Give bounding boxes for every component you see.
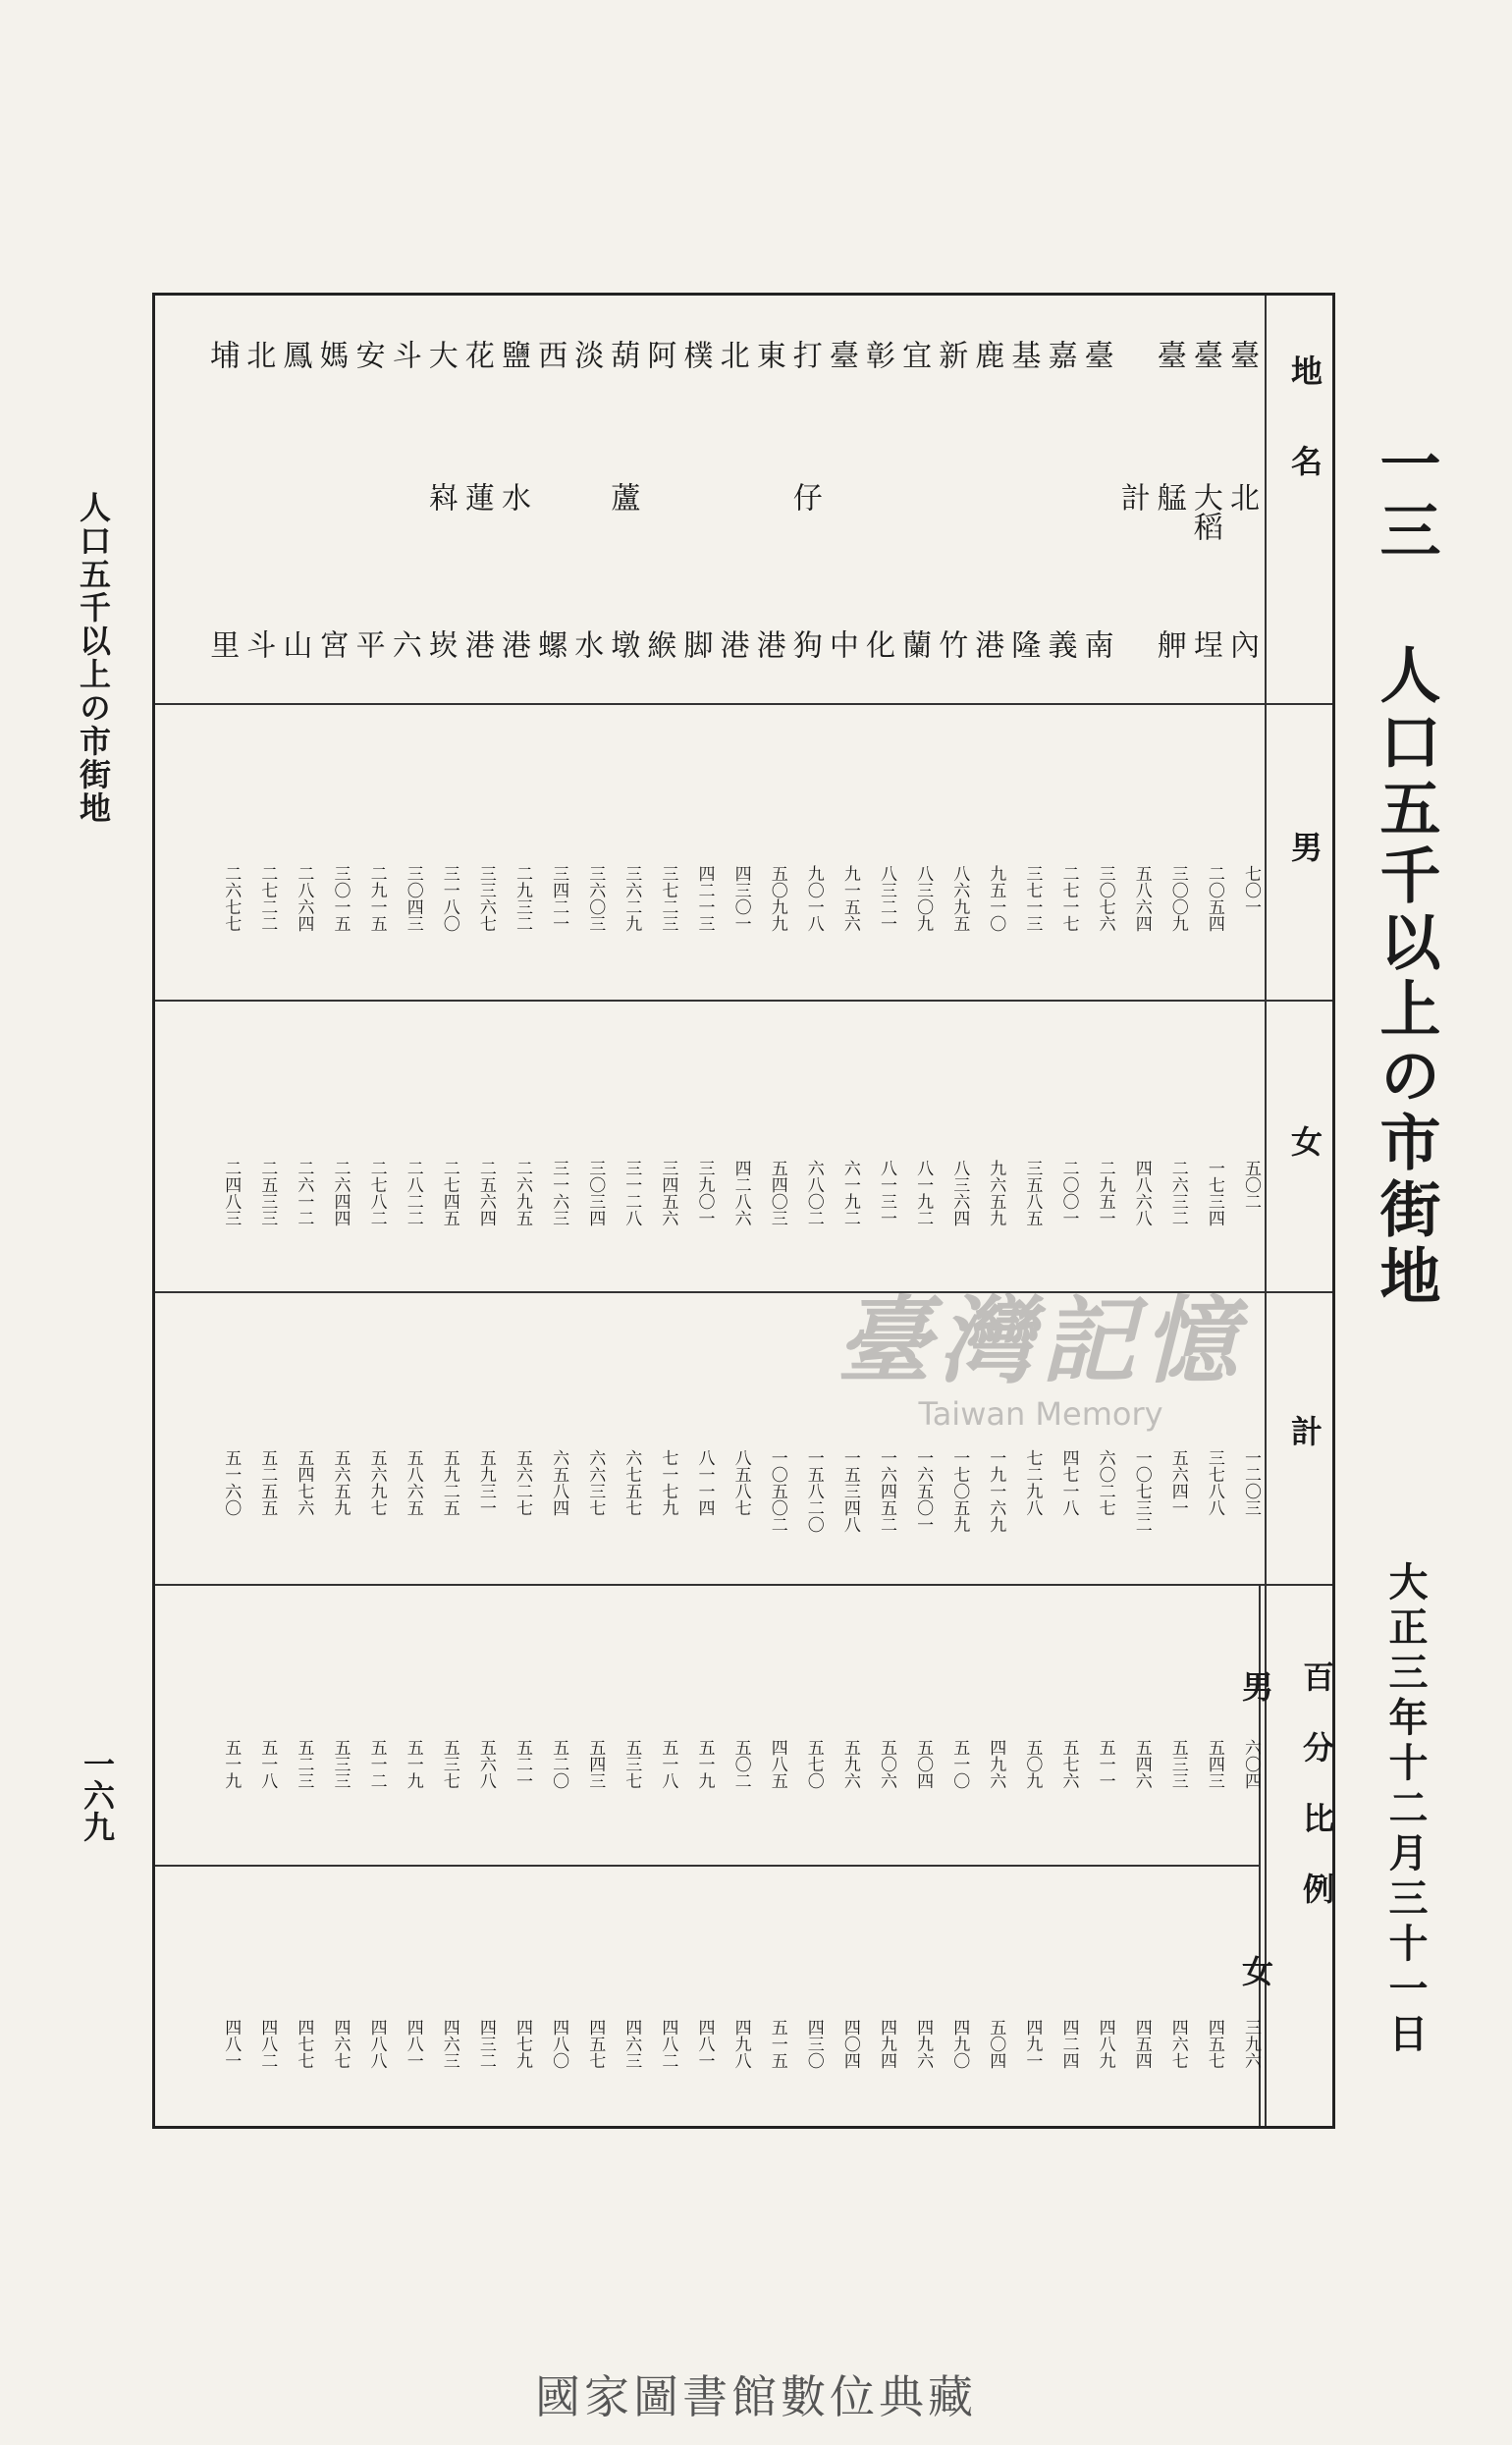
watermark-chinese: 臺灣記憶 bbox=[837, 1285, 1245, 1396]
male-value: 四三〇一 bbox=[730, 865, 751, 932]
total-value: 一二〇三 bbox=[1241, 1449, 1261, 1516]
total-value: 一七〇五九 bbox=[949, 1449, 970, 1533]
divider-male-female bbox=[155, 1000, 1332, 1002]
ratio-female-value: 四八二 bbox=[658, 2019, 678, 2069]
total-value: 七二九八 bbox=[1022, 1449, 1043, 1516]
total-value: 五四七六 bbox=[294, 1449, 314, 1516]
ratio-male-value: 五七六 bbox=[1058, 1739, 1079, 1789]
place-name-bot: 中 bbox=[823, 629, 858, 659]
population-table bbox=[152, 293, 1335, 2129]
place-name-mid: 仔 bbox=[786, 482, 822, 512]
male-value: 九五一〇 bbox=[986, 865, 1006, 932]
place-name-bot: 舺 bbox=[1151, 629, 1186, 659]
female-value: 六八〇二 bbox=[803, 1160, 824, 1226]
place-name-bot: 埕 bbox=[1187, 629, 1222, 659]
total-value: 五九二五 bbox=[439, 1449, 459, 1516]
place-name-top: 臺 bbox=[1224, 340, 1259, 369]
table-date: 大正三年十二月三十一日 bbox=[1382, 1561, 1429, 2058]
female-value: 二五六四 bbox=[475, 1160, 496, 1226]
place-name-top: 斗 bbox=[386, 340, 421, 369]
place-name-top: 臺 bbox=[823, 340, 858, 369]
male-value: 二〇五四 bbox=[1204, 865, 1224, 932]
place-name-bot: 港 bbox=[969, 629, 1004, 659]
male-value: 二六七七 bbox=[221, 865, 242, 932]
ratio-male-value: 五〇二 bbox=[730, 1739, 751, 1789]
ratio-female-value: 四三〇 bbox=[803, 2019, 824, 2069]
total-value: 八五八七 bbox=[730, 1449, 751, 1516]
female-value: 一七三四 bbox=[1204, 1160, 1224, 1226]
male-value: 二八六四 bbox=[294, 865, 314, 932]
ratio-male-value: 四八五 bbox=[767, 1739, 787, 1789]
ratio-female-value: 五一五 bbox=[767, 2019, 787, 2069]
ratio-female-value: 四八〇 bbox=[549, 2019, 569, 2069]
total-value: 五八六五 bbox=[403, 1449, 423, 1516]
page-number: 一六九 bbox=[79, 1748, 116, 1842]
total-value: 五六五九 bbox=[330, 1449, 351, 1516]
female-value: 五〇二 bbox=[1241, 1160, 1261, 1210]
female-value: 二七四五 bbox=[439, 1160, 459, 1226]
ratio-female-value: 四二四 bbox=[1058, 2019, 1079, 2069]
total-value: 七一七九 bbox=[658, 1449, 678, 1516]
place-name-bot: 脚 bbox=[677, 629, 713, 659]
place-name-bot: 內 bbox=[1224, 629, 1259, 659]
place-name-top: 臺 bbox=[1187, 340, 1222, 369]
place-name-top: 大 bbox=[422, 340, 458, 369]
male-value: 三〇一五 bbox=[330, 865, 351, 932]
male-value: 三六〇三 bbox=[585, 865, 606, 932]
total-value: 五六四一 bbox=[1167, 1449, 1188, 1516]
place-name-bot: 化 bbox=[860, 629, 894, 659]
running-header: 人口五千以上の市街地 bbox=[75, 491, 112, 825]
total-value: 一九一六九 bbox=[986, 1449, 1006, 1533]
place-name-mid: 蘆 bbox=[605, 482, 640, 512]
place-name-bot: 南 bbox=[1078, 629, 1113, 659]
place-name-top: 安 bbox=[350, 340, 385, 369]
place-name-top: 北 bbox=[714, 340, 749, 369]
male-value: 三〇〇九 bbox=[1167, 865, 1188, 932]
divider-female-total bbox=[155, 1291, 1332, 1293]
male-value: 三〇四三 bbox=[403, 865, 423, 932]
ratio-male-value: 五四三 bbox=[585, 1739, 606, 1789]
place-name-bot: 蘭 bbox=[896, 629, 932, 659]
female-value: 二〇〇一 bbox=[1058, 1160, 1079, 1226]
header-ratio: 百分比例 bbox=[1298, 1660, 1335, 1943]
total-value: 三七八八 bbox=[1204, 1449, 1224, 1516]
place-name-top: 東 bbox=[750, 340, 785, 369]
place-name-bot: 平 bbox=[350, 629, 385, 659]
place-name-top: 阿 bbox=[641, 340, 676, 369]
place-name-bot: 義 bbox=[1042, 629, 1077, 659]
total-value: 一〇五〇二 bbox=[767, 1449, 787, 1533]
ratio-female-value: 四六三 bbox=[621, 2019, 642, 2069]
ratio-female-value: 四八九 bbox=[1095, 2019, 1115, 2069]
place-name-bot: 港 bbox=[459, 629, 494, 659]
female-value: 三九〇一 bbox=[694, 1160, 715, 1226]
ratio-male-value: 五二三 bbox=[294, 1739, 314, 1789]
header-divider bbox=[1265, 296, 1267, 2126]
ratio-female-value: 四八一 bbox=[403, 2019, 423, 2069]
total-value: 五九三一 bbox=[475, 1449, 496, 1516]
ratio-male-value: 五一八 bbox=[658, 1739, 678, 1789]
male-value: 二七二二 bbox=[257, 865, 278, 932]
ratio-female-value: 四九〇 bbox=[949, 2019, 970, 2069]
ratio-male-value: 五三七 bbox=[621, 1739, 642, 1789]
place-name-bot: 里 bbox=[204, 629, 240, 659]
female-value: 二九五一 bbox=[1095, 1160, 1115, 1226]
ratio-male-value: 五二一 bbox=[513, 1739, 532, 1789]
place-name-top: 鹽 bbox=[496, 340, 530, 369]
total-value: 八一一四 bbox=[694, 1449, 715, 1516]
female-value: 六一九二 bbox=[839, 1160, 860, 1226]
place-name-bot: 螺 bbox=[532, 629, 567, 659]
female-value: 二六三二 bbox=[1167, 1160, 1188, 1226]
divider-name-male bbox=[155, 703, 1332, 705]
ratio-female-value: 四七七 bbox=[294, 2019, 314, 2069]
total-value: 五六二七 bbox=[513, 1449, 532, 1516]
place-name-bot: 港 bbox=[714, 629, 749, 659]
place-name-mid: 大稻 bbox=[1187, 482, 1222, 541]
ratio-male-value: 五一九 bbox=[221, 1739, 242, 1789]
total-value: 一六五〇一 bbox=[913, 1449, 934, 1533]
total-value: 一〇七三二 bbox=[1131, 1449, 1152, 1533]
ratio-female-value: 四六七 bbox=[1167, 2019, 1188, 2069]
place-name-bot: 六 bbox=[386, 629, 421, 659]
place-name-bot: 斗 bbox=[241, 629, 276, 659]
male-value: 三一八〇 bbox=[439, 865, 459, 932]
place-name-top: 埔 bbox=[204, 340, 240, 369]
ratio-male-value: 五〇九 bbox=[1022, 1739, 1043, 1789]
female-value: 九六五九 bbox=[986, 1160, 1006, 1226]
place-name-top: 彰 bbox=[860, 340, 894, 369]
female-value: 八一三一 bbox=[877, 1160, 896, 1226]
ratio-female-value: 四九一 bbox=[1022, 2019, 1043, 2069]
place-name-mid: 蓮 bbox=[459, 482, 494, 512]
female-value: 五四〇三 bbox=[767, 1160, 787, 1226]
place-name-top: 鹿 bbox=[969, 340, 1004, 369]
divider-total-ratio bbox=[155, 1584, 1332, 1586]
header-ratio-female: 女 bbox=[1237, 1955, 1274, 1986]
place-name-bot: 狗 bbox=[786, 629, 822, 659]
place-name-top: 媽 bbox=[313, 340, 349, 369]
library-label: 國家圖書館數位典藏 bbox=[535, 2370, 977, 2423]
place-name-top: 西 bbox=[532, 340, 567, 369]
ratio-female-value: 四五四 bbox=[1131, 2019, 1152, 2069]
female-value: 二四八三 bbox=[221, 1160, 242, 1226]
male-value: 三七一三 bbox=[1022, 865, 1043, 932]
place-name-mid: 嵙 bbox=[422, 482, 458, 512]
ratio-male-value: 五〇四 bbox=[913, 1739, 934, 1789]
female-value: 三一二八 bbox=[621, 1160, 642, 1226]
ratio-female-value: 四八一 bbox=[221, 2019, 242, 2069]
place-name-top: 北 bbox=[241, 340, 276, 369]
header-place: 地名 bbox=[1286, 354, 1323, 535]
ratio-female-value: 三九六 bbox=[1241, 2019, 1261, 2069]
total-value: 五六九七 bbox=[366, 1449, 387, 1516]
ratio-male-value: 五一八 bbox=[257, 1739, 278, 1789]
male-value: 八六九五 bbox=[949, 865, 970, 932]
ratio-female-value: 四〇四 bbox=[839, 2019, 860, 2069]
ratio-male-value: 五六八 bbox=[475, 1739, 496, 1789]
male-value: 三三六七 bbox=[475, 865, 496, 932]
ratio-male-value: 四九六 bbox=[986, 1739, 1006, 1789]
female-value: 二六一二 bbox=[294, 1160, 314, 1226]
ratio-male-value: 五三三 bbox=[330, 1739, 351, 1789]
ratio-male-value: 六〇四 bbox=[1241, 1739, 1261, 1789]
female-value: 三四五六 bbox=[658, 1160, 678, 1226]
place-name-mid: 計 bbox=[1114, 482, 1150, 512]
male-value: 三七二三 bbox=[658, 865, 678, 932]
male-value: 五八六四 bbox=[1131, 865, 1152, 932]
ratio-male-value: 五一九 bbox=[403, 1739, 423, 1789]
female-value: 四二八六 bbox=[730, 1160, 751, 1226]
place-name-top: 臺 bbox=[1078, 340, 1113, 369]
total-value: 六七五七 bbox=[621, 1449, 642, 1516]
place-name-top: 打 bbox=[786, 340, 822, 369]
ratio-male-value: 五一〇 bbox=[949, 1739, 970, 1789]
male-value: 三〇七六 bbox=[1095, 865, 1115, 932]
total-value: 六五八四 bbox=[549, 1449, 569, 1516]
divider-ratio-male-female bbox=[155, 1865, 1259, 1867]
female-value: 四八六八 bbox=[1131, 1160, 1152, 1226]
female-value: 二六四四 bbox=[330, 1160, 351, 1226]
place-name-mid: 北 bbox=[1224, 482, 1259, 512]
place-name-top: 葫 bbox=[605, 340, 640, 369]
place-name-bot: 港 bbox=[750, 629, 785, 659]
male-value: 八三二一 bbox=[877, 865, 896, 932]
male-value: 二七一七 bbox=[1058, 865, 1079, 932]
female-value: 二六九五 bbox=[513, 1160, 532, 1226]
total-value: 四七一八 bbox=[1058, 1449, 1079, 1516]
female-value: 八一九二 bbox=[913, 1160, 934, 1226]
place-name-bot: 隆 bbox=[1005, 629, 1041, 659]
ratio-female-value: 四五七 bbox=[585, 2019, 606, 2069]
header-female: 女 bbox=[1286, 1125, 1323, 1157]
place-name-top: 樸 bbox=[677, 340, 713, 369]
male-value: 七〇一 bbox=[1241, 865, 1261, 915]
ratio-female-value: 四七九 bbox=[513, 2019, 532, 2069]
ratio-male-value: 五四六 bbox=[1131, 1739, 1152, 1789]
ratio-male-value: 五三七 bbox=[439, 1739, 459, 1789]
total-value: 一五三四八 bbox=[839, 1449, 860, 1533]
header-total: 計 bbox=[1286, 1415, 1323, 1446]
ratio-female-value: 四六三 bbox=[439, 2019, 459, 2069]
place-name-bot: 緱 bbox=[641, 629, 676, 659]
header-ratio-male: 男 bbox=[1237, 1670, 1274, 1702]
female-value: 三〇三四 bbox=[585, 1160, 606, 1226]
place-name-top: 淡 bbox=[568, 340, 604, 369]
female-value: 三一六三 bbox=[549, 1160, 569, 1226]
place-name-mid: 水 bbox=[496, 482, 530, 512]
place-name-top: 新 bbox=[933, 340, 968, 369]
female-value: 二七八二 bbox=[366, 1160, 387, 1226]
place-name-bot: 港 bbox=[496, 629, 530, 659]
ratio-male-value: 五一九 bbox=[694, 1739, 715, 1789]
female-value: 八三六四 bbox=[949, 1160, 970, 1226]
female-value: 三五八五 bbox=[1022, 1160, 1043, 1226]
ratio-male-value: 五一一 bbox=[1095, 1739, 1115, 1789]
place-name-bot: 水 bbox=[568, 629, 604, 659]
ratio-male-value: 五三三 bbox=[1167, 1739, 1188, 1789]
total-value: 一五八二〇 bbox=[803, 1449, 824, 1533]
place-name-top: 鳳 bbox=[277, 340, 312, 369]
ratio-male-value: 五二〇 bbox=[549, 1739, 569, 1789]
place-name-bot: 墩 bbox=[605, 629, 640, 659]
female-value: 二八二二 bbox=[403, 1160, 423, 1226]
total-value: 一六四五二 bbox=[877, 1449, 896, 1533]
male-value: 三六二九 bbox=[621, 865, 642, 932]
place-name-top: 臺 bbox=[1151, 340, 1186, 369]
watermark-english: Taiwan Memory bbox=[918, 1395, 1163, 1433]
ratio-female-value: 四三二 bbox=[475, 2019, 496, 2069]
ratio-male-value: 五九六 bbox=[839, 1739, 860, 1789]
male-value: 二九一五 bbox=[366, 865, 387, 932]
ratio-male-value: 五一二 bbox=[366, 1739, 387, 1789]
male-value: 八三〇九 bbox=[913, 865, 934, 932]
place-name-top: 基 bbox=[1005, 340, 1041, 369]
page-title: 一三 人口五千以上の市街地 bbox=[1370, 432, 1441, 1311]
ratio-female-value: 四九六 bbox=[913, 2019, 934, 2069]
ratio-female-value: 四八八 bbox=[366, 2019, 387, 2069]
total-value: 五一六〇 bbox=[221, 1449, 242, 1516]
place-name-bot: 山 bbox=[277, 629, 312, 659]
place-name-top: 嘉 bbox=[1042, 340, 1077, 369]
male-value: 二九三二 bbox=[513, 865, 532, 932]
male-value: 五〇九九 bbox=[767, 865, 787, 932]
total-value: 六六三七 bbox=[585, 1449, 606, 1516]
male-value: 三四二一 bbox=[549, 865, 569, 932]
ratio-female-value: 四五七 bbox=[1204, 2019, 1224, 2069]
total-value: 六〇二七 bbox=[1095, 1449, 1115, 1516]
ratio-female-value: 四九八 bbox=[730, 2019, 751, 2069]
female-value: 二五三三 bbox=[257, 1160, 278, 1226]
total-value: 五二五五 bbox=[257, 1449, 278, 1516]
ratio-male-value: 五七〇 bbox=[803, 1739, 824, 1789]
place-name-top: 花 bbox=[459, 340, 494, 369]
ratio-female-value: 四六七 bbox=[330, 2019, 351, 2069]
ratio-female-value: 四九四 bbox=[877, 2019, 896, 2069]
place-name-bot: 竹 bbox=[933, 629, 968, 659]
male-value: 四二一三 bbox=[694, 865, 715, 932]
male-value: 九〇一八 bbox=[803, 865, 824, 932]
ratio-male-value: 五四三 bbox=[1204, 1739, 1224, 1789]
ratio-female-value: 四八二 bbox=[257, 2019, 278, 2069]
place-name-top: 宜 bbox=[896, 340, 932, 369]
male-value: 九一五六 bbox=[839, 865, 860, 932]
place-name-bot: 崁 bbox=[422, 629, 458, 659]
place-name-mid: 艋 bbox=[1151, 482, 1186, 512]
ratio-female-value: 五〇四 bbox=[986, 2019, 1006, 2069]
ratio-male-value: 五〇六 bbox=[877, 1739, 896, 1789]
place-name-bot: 宮 bbox=[313, 629, 349, 659]
ratio-female-value: 四八一 bbox=[694, 2019, 715, 2069]
header-male: 男 bbox=[1286, 831, 1323, 862]
